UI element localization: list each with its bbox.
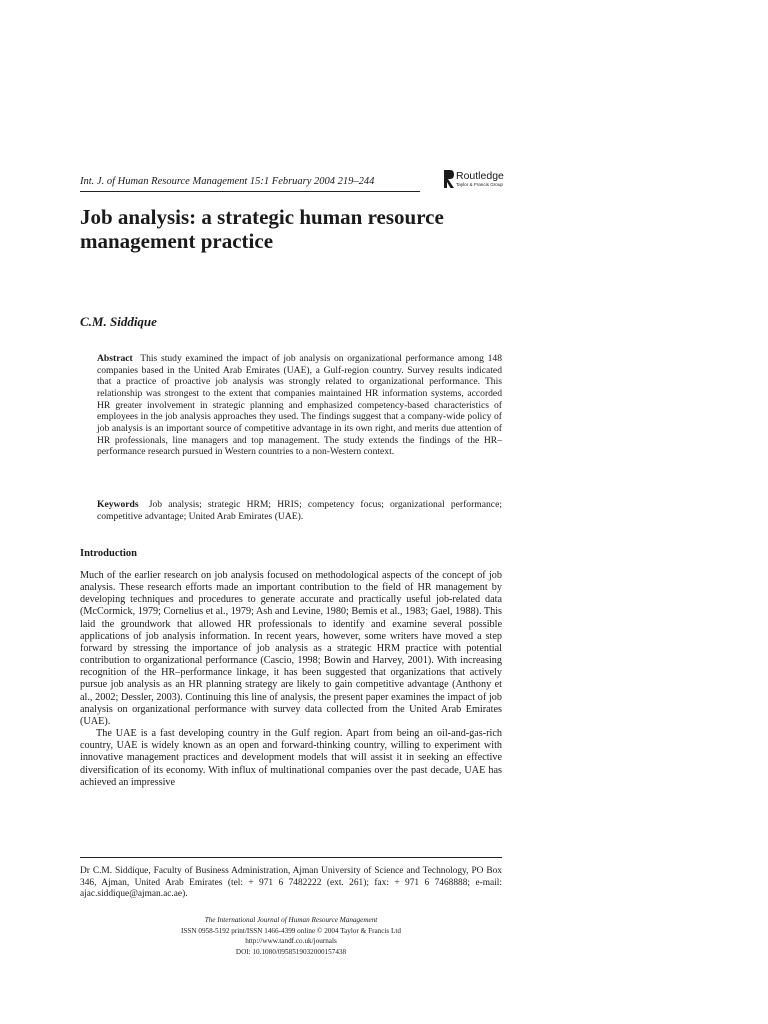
- keywords-text: Job analysis; strategic HRM; HRIS; competency focus; organizational performance; competitive advantage; United Arab Emirates (UAE).: [97, 499, 502, 522]
- abstract: [97, 353, 502, 458]
- body-paragraph: The UAE is a fast developing country in the Gulf region. Apart from being an oil-and-gas-rich country, UAE is widely known as an open and forward-thinking country, willing to experiment with innovative management practices and development models that will assist it in seeking an effective diversification of its economy. With influx of multinational companies over the past decade, UAE has achieved an impressive: [80, 728, 502, 788]
- routledge-r-icon: [444, 170, 454, 188]
- keywords: [97, 499, 502, 522]
- keywords-label: Keywords: [97, 499, 139, 510]
- journal-citation: Int. J. of Human Resource Management 15:1 February 2004 219–244: [80, 175, 420, 192]
- logo-sub-text: Taylor & Francis Group: [456, 182, 503, 187]
- abstract-label: Abstract: [97, 353, 133, 364]
- article-title: Job analysis: a strategic human resource management practice: [80, 205, 444, 253]
- author-footnote: Dr C.M. Siddique, Faculty of Business Administration, Ajman University of Science and Technology, PO Box 346, Ajman, United Arab Emirates (tel: + 971 6 7482222 (ext. 261); fax: + 971 6 7468888; e-mail: ajac.siddique@ajman.ac.ae).: [80, 866, 502, 900]
- introduction-body: [80, 570, 502, 789]
- journal-name: The International Journal of Human Resource Management: [204, 916, 378, 924]
- journal-url: http://www.tandf.co.uk/journals: [245, 937, 337, 946]
- doi-line: DOI: 10.1080/0958519032000157438: [235, 947, 347, 956]
- section-heading-introduction: Introduction: [80, 548, 137, 559]
- author-name: C.M. Siddique: [80, 314, 157, 329]
- body-paragraph: Much of the earlier research on job analysis focused on methodological aspects of the concept of job analysis. These research efforts made an important contribution to the field of HR management by developing techniques and procedures to generate accurate and practically useful job-related data (McCormick, 1979; Cornelius et al., 1979; Ash and Levine, 1980; Bemis et al., 1983; Gael, 1988). This laid the groundwork that allowed HR professionals to identify and examine several possible applications of job analysis information. In recent years, however, some writers have moved a step forward by stressing the importance of job analysis as a strategic HRM practice with potential contribution to organizational performance (Cascio, 1998; Bowin and Harvey, 2001). With increasing recognition of the HR–performance linkage, it has been suggested that organizations that actively pursue job analysis as an HR planning strategy are likely to gain competitive advantage (Anthony et al., 2002; Dessler, 2003). Continuing this line of analysis, the present paper examines the impact of job analysis on organizational performance with survey data collected from the United Arab Emirates (UAE).: [80, 570, 502, 727]
- publication-info: [130, 915, 452, 957]
- logo-brand-text: Routledge: [456, 170, 504, 182]
- footnote-divider: [80, 857, 502, 858]
- issn-line: ISSN 0958-5192 print/ISSN 1466-4399 online © 2004 Taylor & Francis Ltd: [180, 926, 402, 935]
- publisher-logo: [444, 170, 524, 192]
- abstract-text: This study examined the impact of job analysis on organizational performance among 148 companies based in the United Arab Emirates (UAE), a Gulf-region country. Survey results indicated that a practice of proactive job analysis was strongly related to organizational performance. This relationship was strongest to the extent that companies maintained HR information systems, accorded HR greater involvement in strategic planning and emphasized competency-based characteristics of employees in the job analysis approaches they used. The findings suggest that a company-wide policy of job analysis is an important source of competitive advantage in its own right, and merits due attention of HR professionals, line managers and top management. The study extends the findings of the HR–performance research pursued in Western countries to a non-Western context.: [97, 353, 502, 458]
